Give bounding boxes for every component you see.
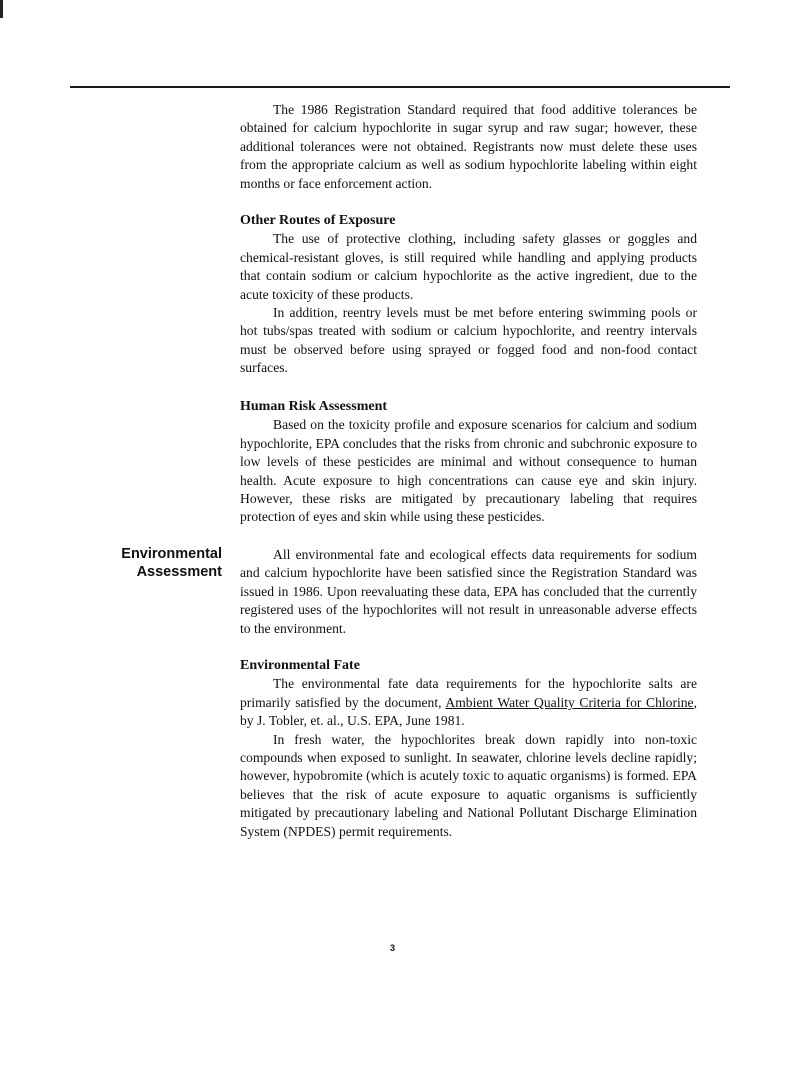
paragraph: In addition, reentry levels must be met before entering swimming pools or hot tubs/spas treated with sodium or calcium hypochlorite, and reentry intervals must be observed before using sprayed or fogged food and non-food contact surfaces.: [240, 305, 697, 376]
section-human-risk: [240, 398, 697, 527]
paragraph: Based on the toxicity profile and exposure scenarios for calcium and sodium hypochlorite, EPA concludes that the risks from chronic and subchronic exposure to low levels of these pesticides are minimal and without consequence to human health. Acute exposure to high concentrations can cause eye and skin injury. However, these risks are mitigated by precautionary labeling that requires protection of eyes and skin while using these pesticides.: [240, 417, 697, 525]
scan-edge-mark: [0, 0, 3, 18]
paragraph: In fresh water, the hypochlorites break down rapidly into non-toxic compounds when exposed to sunlight. In seawater, chlorine levels decline rapidly; however, hypobromite (which is acutely toxic to aquatic organisms) is formed. EPA believes that the risk of acute exposure to aquatic organisms is sufficiently mitigated by precautionary labeling and National Pollutant Discharge Elimination System (NPDES) permit requirements.: [240, 731, 697, 839]
paragraph: All environmental fate and ecological effects data requirements for sodium and calcium hypochlorite have been satisfied since the Registration Standard was issued in 1986. Upon reevaluating these data, EPA has concluded that the currently registered uses of the hypochlorites will not result in unreasonable adverse effects to the environment.: [240, 547, 697, 636]
text-run: The environmental fate data requirements for the hypochlorite salts are primarily satisfied by the document,: [240, 676, 697, 710]
top-rule: [70, 86, 730, 88]
section-food-tolerances: [240, 101, 697, 193]
document-title: Ambient Water Quality Criteria for Chlorine: [445, 694, 694, 710]
section-heading: Other Routes of Exposure: [240, 213, 396, 228]
section-heading: Environmental Fate: [240, 658, 360, 673]
paragraph: The use of protective clothing, including safety glasses or goggles and chemical-resistant gloves, is still required while handling and applying products that contain sodium or calcium hypochlorite as the active ingredient, due to the acute toxicity of these products.: [240, 231, 697, 302]
side-heading-environmental-assessment: [100, 546, 222, 581]
text-run: , by J. Tobler, et. al., U.S. EPA, June 1981.: [240, 694, 697, 729]
section-other-routes: [240, 212, 697, 378]
paragraph: The 1986 Registration Standard required that food additive tolerances be obtained for calcium hypochlorite in sugar syrup and raw sugar; however, these additional tolerances were not obtained. Registrants now must delete these uses from the appropriate calcium as well as sodium hypochlorite labeling within eight months or face enforcement action.: [240, 102, 697, 191]
paragraph: [240, 675, 697, 730]
section-environmental-fate: [240, 657, 697, 841]
section-heading: Human Risk Assessment: [240, 399, 388, 414]
section-environmental-assessment: [240, 546, 697, 638]
side-heading-line: Environmental: [121, 546, 222, 562]
page-number: 3: [389, 943, 395, 953]
side-heading-line: Assessment: [136, 563, 222, 580]
